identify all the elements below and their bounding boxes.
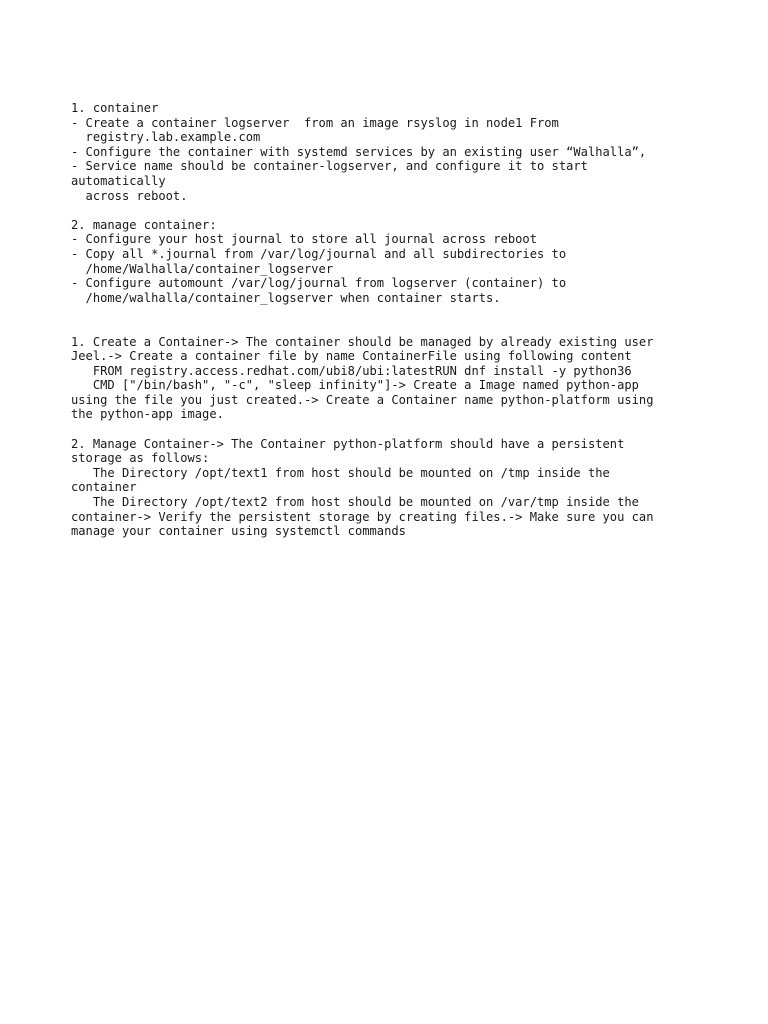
text-line: 2. Manage Container-> The Container python-platform should have a persistent (71, 436, 625, 451)
text-line: /home/walhalla/container_logserver when container starts. (71, 290, 501, 305)
section-create-container-task (71, 335, 691, 423)
text-line: The Directory /opt/text1 from host should be mounted on /tmp inside the (71, 465, 610, 480)
spacer (71, 422, 691, 437)
spacer (71, 305, 691, 334)
text-line: container-> Verify the persistent storage by creating files.-> Make sure you can (71, 509, 654, 524)
text-line: automatically (71, 173, 166, 188)
text-line: 2. manage container: (71, 217, 217, 232)
text-line: - Create a container logserver from an image rsyslog in node1 From (71, 115, 559, 130)
section-manage-container-task (71, 218, 691, 306)
text-line: across reboot. (71, 188, 188, 203)
text-line: container (71, 480, 137, 495)
text-line: - Service name should be container-logserver, and configure it to start (71, 159, 588, 174)
text-line: - Configure automount /var/log/journal from logserver (container) to (71, 276, 567, 291)
text-line: Jeel.-> Create a container file by name ContainerFile using following content (71, 349, 632, 364)
text-line: storage as follows: (71, 451, 210, 466)
text-line: /home/Walhalla/container_logserver (71, 261, 334, 276)
text-line: The Directory /opt/text2 from host should be mounted on /var/tmp inside the (71, 495, 639, 510)
text-line: manage your container using systemctl commands (71, 524, 406, 539)
text-line: 1. Create a Container-> The container should be managed by already existing user (71, 334, 654, 349)
text-line: - Configure the container with systemd services by an existing user “Walhalla”, (71, 144, 647, 159)
text-line: FROM registry.access.redhat.com/ubi8/ubi:latestRUN dnf install -y python36 (71, 363, 632, 378)
spacer (71, 203, 691, 218)
text-line: - Configure your host journal to store all journal across reboot (71, 232, 537, 247)
text-line: CMD ["/bin/bash", "-c", "sleep infinity"]-> Create a Image named python-app (71, 378, 639, 393)
document-page (71, 101, 691, 539)
text-line: the python-app image. (71, 407, 224, 422)
text-line: registry.lab.example.com (71, 130, 261, 145)
section-persistent-storage-task (71, 437, 691, 539)
text-line: using the file you just created.-> Create a Container name python-platform using (71, 392, 654, 407)
text-line: - Copy all *.journal from /var/log/journal and all subdirectories to (71, 246, 567, 261)
text-line: 1. container (71, 101, 159, 115)
section-container-task (71, 101, 691, 203)
